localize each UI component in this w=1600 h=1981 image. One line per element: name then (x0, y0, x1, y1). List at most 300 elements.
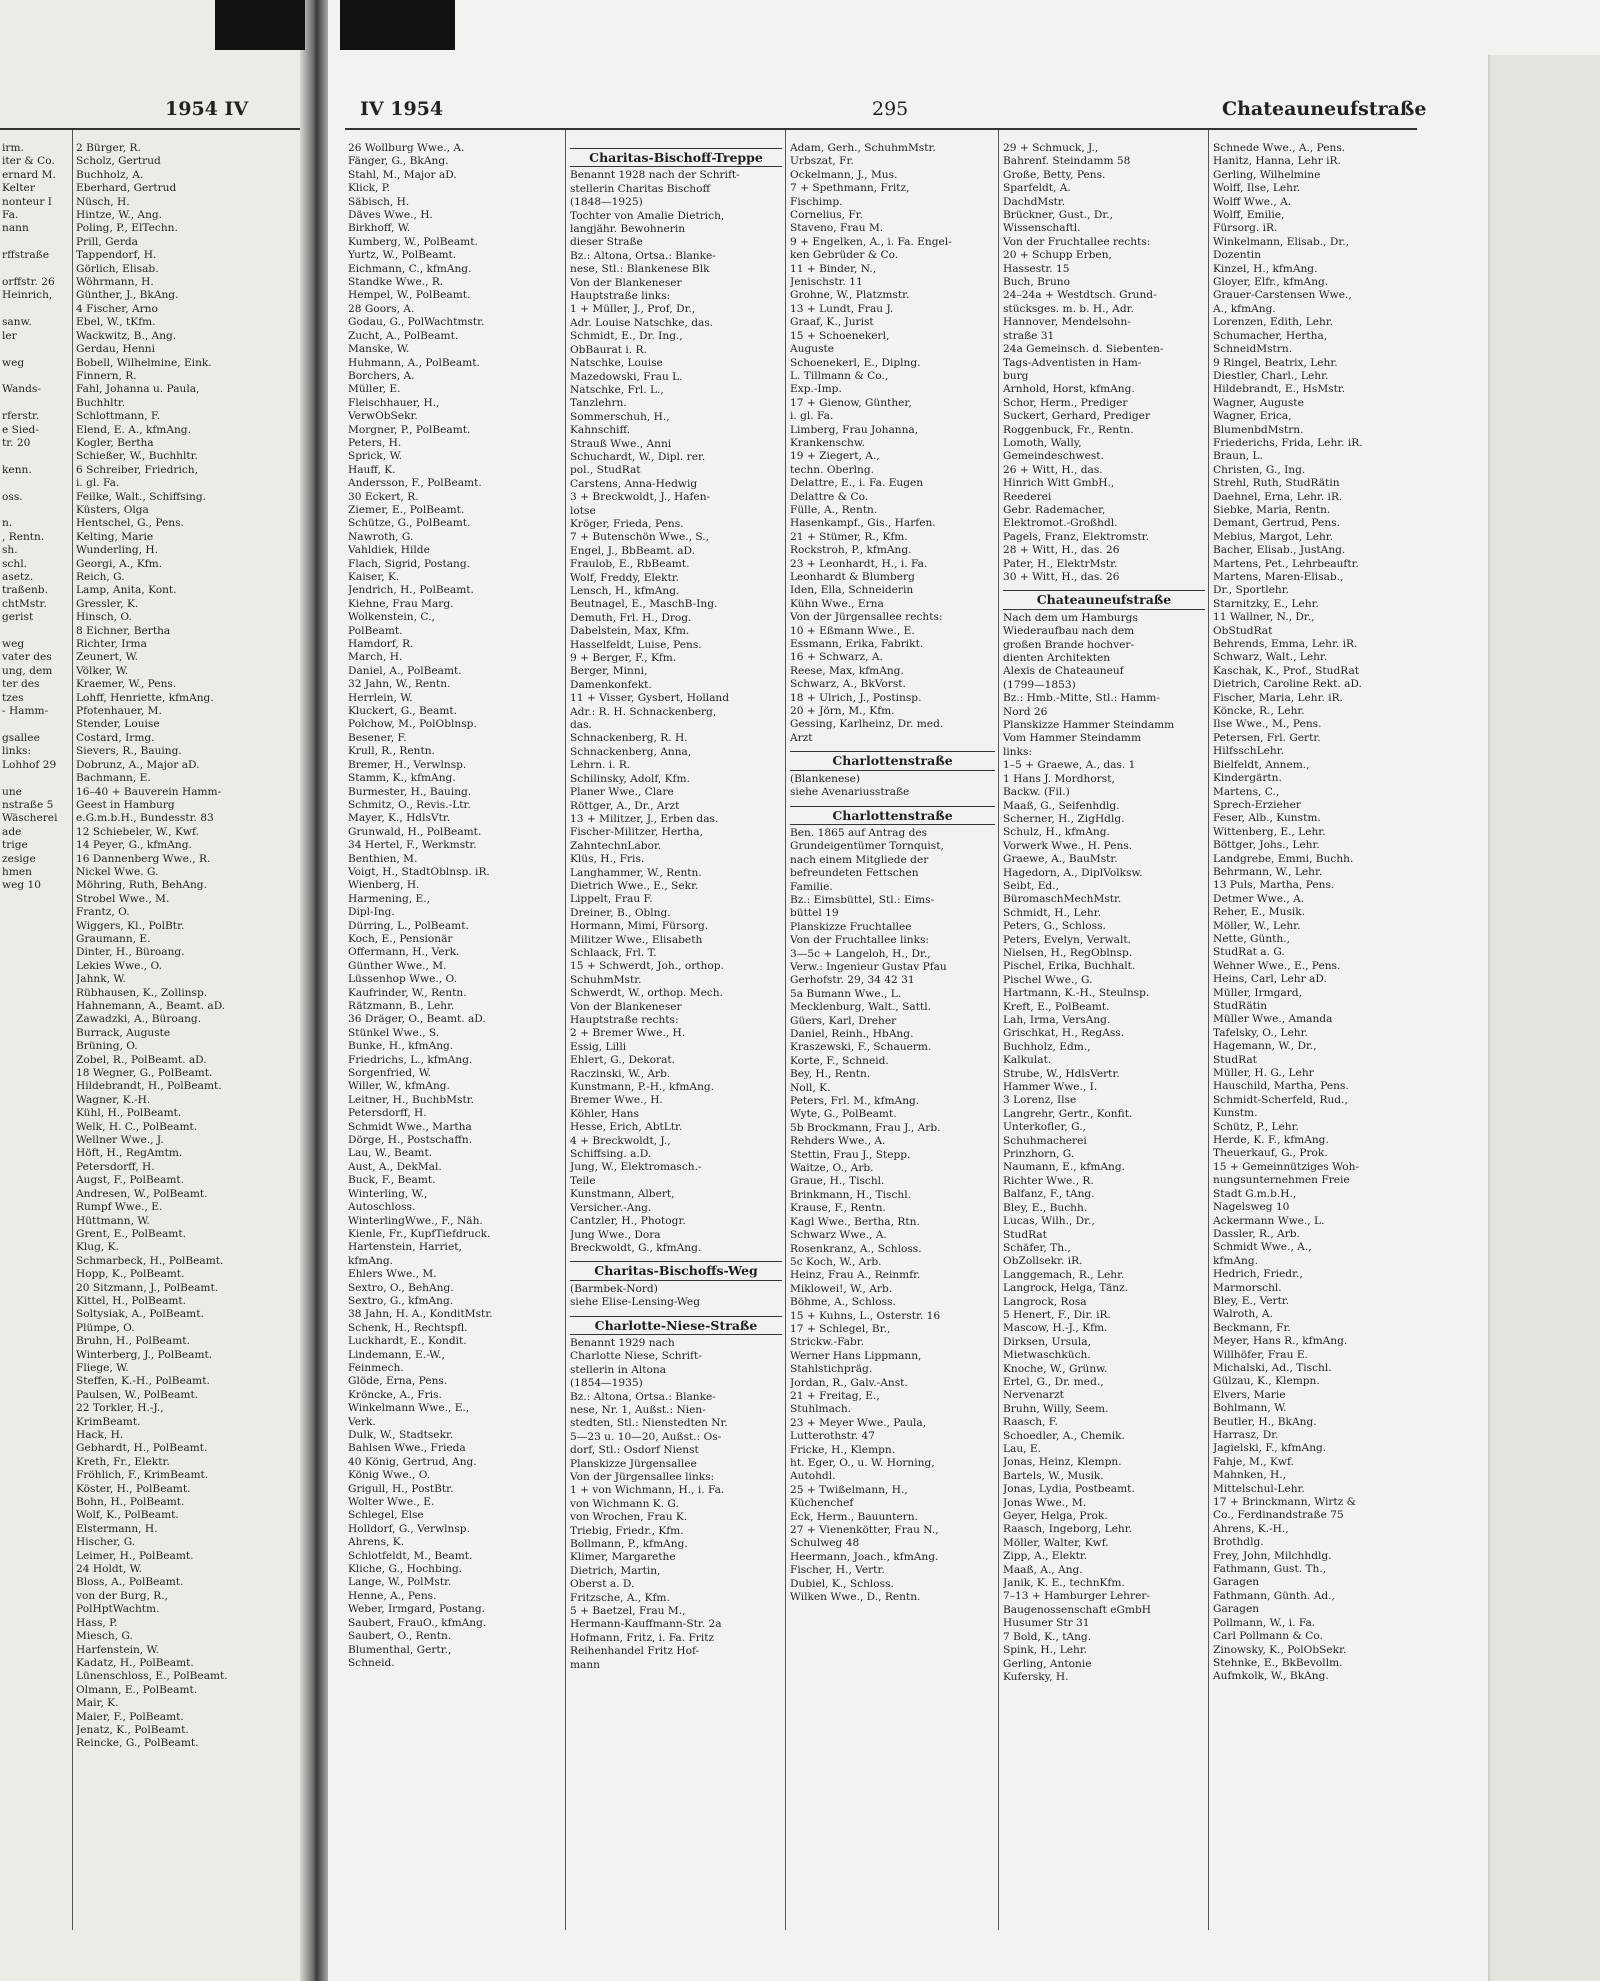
directory-entry: Von der Fruchtallee links: (790, 934, 930, 947)
directory-entry: StudRat (1003, 1228, 1047, 1241)
directory-entry: Jung Wwe., Dora (570, 1228, 661, 1241)
directory-entry: Frantz, O. (76, 906, 130, 919)
directory-entry: Walroth, A. (1213, 1308, 1273, 1321)
directory-entry: von der Burg, R., (76, 1589, 168, 1602)
directory-entry: Bremer Wwe., H. (570, 1094, 663, 1107)
directory-entry: Garagen (1213, 1603, 1260, 1616)
directory-entry: dienten Architekten (1003, 652, 1111, 665)
directory-entry: König Wwe., O. (348, 1469, 431, 1482)
directory-entry: BüromaschMechMstr. (1003, 893, 1122, 906)
directory-entry: Hormann, Mimi, Fürsorg. (570, 920, 709, 933)
directory-entry: kfmAng. (1213, 1254, 1259, 1267)
directory-entry: Koch, E., Pensionär (348, 932, 453, 945)
directory-entry: Raczinski, W., Arb. (570, 1067, 671, 1080)
directory-entry: Hischer, G. (76, 1536, 136, 1549)
directory-entry: 15 + Gemeinnütziges Woh- (1213, 1160, 1360, 1173)
directory-entry: zesige (2, 852, 36, 865)
directory-entry: Pfotenhauer, M. (76, 705, 162, 718)
directory-entry: Jordan, R., Galv.-Anst. (790, 1376, 908, 1389)
directory-entry: nstraße 5 (2, 798, 54, 811)
directory-entry: Nach dem um Hamburgs (1003, 611, 1138, 624)
directory-entry: Höft, H., RegAmtm. (76, 1147, 183, 1160)
directory-entry: ht. Eger, O., u. W. Horning, (790, 1457, 935, 1469)
directory-entry: ung, dem (2, 664, 53, 677)
directory-entry: Hesse, Erich, AbtLtr. (570, 1121, 683, 1134)
directory-entry: dieser Straße (570, 236, 643, 249)
directory-entry: Köhler, Hans (570, 1107, 639, 1120)
directory-entry: Grauer-Carstensen Wwe., (1213, 289, 1352, 302)
directory-entry: 28 Goors, A. (348, 302, 415, 315)
directory-entry: Dörge, H., Postschaffn. (348, 1134, 473, 1147)
directory-entry: Bollmann, P., kfmAng. (570, 1538, 688, 1551)
directory-entry: Janik, K. E., technKfm. (1003, 1577, 1125, 1590)
directory-entry: Nickel Wwe. G. (76, 865, 159, 878)
directory-entry: Jonas, Heinz, Klempn. (1003, 1456, 1122, 1469)
directory-entry: Mittelschul-Lehr. (1213, 1482, 1305, 1495)
directory-entry: nese, Stl.: Blankenese Blk (570, 263, 710, 276)
directory-entry: Reihenhandel Fritz Hof- (570, 1645, 700, 1658)
directory-entry: Hasselfeldt, Luise, Pens. (570, 638, 702, 651)
directory-entry: Buchhltr. (76, 396, 126, 409)
directory-entry: Waitze, O., Arb. (790, 1162, 874, 1175)
directory-entry: Winkelmann, Elisab., Dr., (1213, 235, 1350, 248)
directory-entry: Langgemach, R., Lehr. (1003, 1268, 1125, 1281)
directory-entry: 15 + Kuhns, L., Osterstr. 16 (790, 1309, 941, 1322)
directory-entry: ObBaurat i. R. (570, 343, 647, 356)
directory-entry: Essig, Lilli (570, 1040, 627, 1053)
directory-entry: Bz.: Hmb.-Mitte, Stl.: Hamm- (1003, 692, 1160, 705)
directory-entry: Schuhmacherei (1003, 1134, 1087, 1147)
directory-entry: (Blankenese) (790, 772, 861, 785)
directory-entry: Ahrens, K.-H., (1213, 1522, 1289, 1535)
directory-entry: Detmer Wwe., A. (1213, 892, 1305, 905)
directory-entry: Buck, F., Beamt. (348, 1174, 436, 1187)
directory-entry (2, 718, 70, 731)
directory-entry: Bartels, W., Musik. (1003, 1469, 1104, 1482)
directory-entry: Raasch, Ingeborg, Lehr. (1003, 1523, 1132, 1536)
directory-entry: großen Brande hochver- (1003, 638, 1135, 651)
directory-entry: Zawadzki, A., Büroang. (76, 1013, 202, 1026)
directory-entry: Nord 26 (1003, 705, 1048, 718)
directory-entry: StudRätin (1213, 1000, 1268, 1012)
directory-entry: Auguste (790, 343, 835, 356)
directory-entry: Schumacher, Hertha, (1213, 329, 1328, 342)
directory-entry: Fahl, Johanna u. Paula, (76, 383, 200, 396)
directory-entry: Ockelmann, J., Mus. (790, 168, 898, 181)
directory-entry: Wackwitz, B., Ang. (76, 329, 177, 342)
directory-entry: Langrock, Rosa (1003, 1295, 1087, 1308)
directory-entry: 3 + Breckwoldt, J., Hafen- (570, 491, 711, 504)
directory-entry: 21 + Stümer, R., Kfm. (790, 530, 908, 543)
directory-entry: Grohne, W., Platzmstr. (790, 289, 910, 302)
directory-entry: 8 Eichner, Bertha (76, 624, 171, 637)
directory-entry: Klüs, H., Fris. (570, 853, 645, 866)
directory-entry: Mebius, Margot, Lehr. (1213, 530, 1334, 543)
directory-entry: Kaufrinder, W., Rentn. (348, 986, 467, 999)
directory-entry: Bloss, A., PolBeamt. (76, 1576, 184, 1589)
directory-entry: Holldorf, G., Verwlnsp. (348, 1522, 470, 1535)
directory-entry: 10 + Eßmann Wwe., E. (790, 624, 915, 637)
directory-entry: Starnitzky, E., Lehr. (1213, 597, 1319, 610)
directory-entry: Friedrichs, L., kfmAng. (348, 1053, 473, 1066)
directory-entry: Morgner, P., PolBeamt. (348, 423, 471, 436)
directory-entry: Fliege, W. (76, 1361, 129, 1374)
directory-entry: Lorenzen, Edith, Lehr. (1213, 316, 1334, 329)
directory-entry: Andersson, F., PolBeamt. (348, 477, 482, 490)
directory-entry: DachdMstr. (1003, 195, 1066, 208)
directory-entry (2, 504, 70, 517)
directory-entry: Carstens, Anna-Hedwig (570, 477, 698, 490)
directory-entry: Kraszewski, F., Schauerm. (790, 1041, 932, 1054)
directory-entry: Von der Blankeneser (570, 276, 682, 289)
right-page-header-title: Chateauneufstraße (1222, 98, 1427, 120)
directory-entry: 11 + Visser, Gysbert, Holland (570, 692, 730, 705)
directory-entry: Burmester, H., Bauing. (348, 785, 472, 798)
directory-entry: Müller Wwe., Amanda (1213, 1013, 1333, 1026)
directory-entry: Braun, L. (1213, 450, 1263, 463)
directory-entry: Husumer Str 31 (1003, 1617, 1090, 1630)
directory-entry: Gloyer, Elfr., kfmAng. (1213, 276, 1329, 289)
directory-entry: Schäfer, Th., (1003, 1241, 1071, 1254)
directory-entry: Ahrens, K. (348, 1536, 405, 1549)
directory-entry: - Hamm- (2, 705, 49, 718)
directory-entry: Brüning, O. (76, 1040, 138, 1053)
directory-entry: Demuth, Frl. H., Drog. (570, 611, 692, 624)
directory-entry: Strehl, Ruth, StudRätin (1213, 477, 1340, 490)
directory-entry: Dietrich, Martin, (570, 1564, 661, 1577)
directory-entry: Tanzlehrn. (570, 397, 627, 410)
directory-entry: Werner Hans Lippmann, (790, 1349, 922, 1362)
directory-entry: Lau, E. (1003, 1443, 1042, 1455)
directory-entry: Hack, H. (76, 1429, 124, 1441)
directory-entry: Poling, P., ElTechn. (76, 222, 178, 235)
directory-entry: , Rentn. (2, 530, 45, 543)
directory-entry: 36 Dräger, O., Beamt. aD. (348, 1013, 486, 1026)
directory-entry: ter des (2, 678, 40, 691)
directory-entry: Bielfeldt, Annem., (1213, 758, 1310, 771)
directory-entry: Willer, W., kfmAng. (348, 1080, 450, 1093)
directory-entry: Natschke, Frl. L., (570, 383, 664, 396)
directory-entry: 30 Eckert, R. (348, 490, 419, 503)
directory-entry: büttel 19 (790, 907, 839, 920)
directory-entry: Sievers, R., Bauing. (76, 745, 182, 758)
directory-entry: Richter Wwe., R. (1003, 1174, 1094, 1187)
directory-entry: Hinrich Witt GmbH., (1003, 477, 1115, 490)
directory-entry: rferstr. (2, 410, 40, 423)
column-rule (565, 130, 566, 1930)
directory-entry: Krause, F., Rentn. (790, 1202, 886, 1215)
directory-entry: Schuchardt, W., Dipl. rer. (570, 450, 706, 463)
directory-entry: Pater, H., ElektrMstr. (1003, 557, 1118, 570)
directory-entry: Harfenstein, W. (76, 1643, 159, 1656)
directory-entry: Möller, Walter, Kwf. (1003, 1536, 1109, 1549)
directory-entry: Von der Fruchtallee rechts: (1003, 235, 1151, 248)
directory-entry: Christen, G., Ing. (1213, 463, 1306, 476)
directory-entry: Graaf, K., Jurist (790, 316, 874, 329)
directory-entry: Pollmann, W., i. Fa. (1213, 1616, 1316, 1629)
directory-entry: Schießer, W., Buchhltr. (76, 450, 198, 463)
directory-entry: Olmann, E., PolBeamt. (76, 1683, 198, 1696)
directory-entry (2, 343, 70, 356)
directory-entry: Küchenchef (790, 1497, 854, 1510)
directory-column-5 (1213, 142, 1431, 1952)
directory-entry: Harmening, E., (348, 892, 430, 905)
directory-entry: asetz. (2, 571, 34, 583)
directory-entry: 18 Wegner, G., PolBeamt. (76, 1067, 213, 1080)
directory-entry: 15 + Schwerdt, Joh., orthop. (570, 960, 724, 973)
directory-entry: Aufmkolk, W., BkAng. (1213, 1670, 1329, 1683)
directory-entry: Planer Wwe., Clare (570, 786, 674, 799)
directory-entry: Fischer, Maria, Lehr. iR. (1213, 691, 1343, 704)
directory-entry: Hagemann, W., Dr., (1213, 1040, 1317, 1053)
directory-entry: Autoschloss. (348, 1201, 416, 1214)
directory-entry: Hammer Wwe., I. (1003, 1081, 1098, 1094)
directory-entry: Bley, E., Buchh. (1003, 1201, 1088, 1214)
directory-entry: Küsters, Olga (76, 503, 149, 516)
directory-entry: 6 Schreiber, Friedrich, (76, 463, 198, 476)
directory-entry: Bacher, Elisab., JustAng. (1213, 544, 1346, 557)
directory-entry: Lah, Irma, VersAng. (1003, 1014, 1111, 1026)
column-rule (72, 130, 73, 1930)
directory-entry: Hentschel, G., Pens. (76, 517, 184, 530)
right-header-rule (345, 128, 1417, 130)
directory-entry: Ertel, G., Dr. med., (1003, 1375, 1104, 1388)
directory-entry: Stehnke, E., BkBevollm. (1213, 1656, 1343, 1669)
directory-entry: Dürring, L., PolBeamt. (348, 919, 469, 932)
directory-entry: 4 + Breckwoldt, J., (570, 1134, 671, 1147)
directory-entry: Müller, Irmgard, (1213, 986, 1302, 999)
directory-entry: Wissenschaftl. (1003, 222, 1081, 235)
directory-entry: 5b Brockmann, Frau J., Arb. (790, 1121, 941, 1134)
directory-entry: Kunstmann, P.-H., kfmAng. (570, 1081, 715, 1094)
directory-entry: Kadatz, H., PolBeamt. (76, 1656, 194, 1669)
directory-entry: Bruhn, Willy, Seem. (1003, 1402, 1109, 1415)
directory-entry: Tappendorf, H. (76, 249, 157, 262)
directory-entry: ZahntechnLabor. (570, 839, 662, 852)
directory-entry: Heins, Carl, Lehr aD. (1213, 973, 1327, 986)
directory-entry: Von der Blankeneser (570, 1000, 682, 1013)
directory-entry: Unterkofler, G., (1003, 1121, 1086, 1134)
directory-entry: Winterberg, J., PolBeamt. (76, 1348, 213, 1361)
directory-entry: Grundeigentümer Tornquist, (790, 840, 944, 853)
directory-entry: Sparfeldt, A. (1003, 182, 1071, 195)
directory-entry: Lohff, Henriette, kfmAng. (76, 691, 214, 704)
directory-entry: kfmAng. (348, 1254, 394, 1267)
directory-entry: techn. Oberlng. (790, 463, 874, 476)
directory-entry: Graue, H., Tischl. (790, 1175, 885, 1188)
directory-entry: Dietrich Wwe., E., Sekr. (570, 879, 699, 892)
directory-entry: Rätzmann, B., Lehr. (348, 1000, 455, 1012)
directory-entry: Wolf, Freddy, Elektr. (570, 571, 680, 584)
directory-entry: stellerin Charitas Bischoff (570, 182, 710, 195)
directory-entry: Beutnagel, E., MaschB-Ing. (570, 598, 718, 611)
directory-entry: Stünkel Wwe., S. (348, 1026, 440, 1039)
directory-entry: Backw. (Fil.) (1003, 786, 1070, 799)
directory-entry: PolHptWachtm. (76, 1603, 160, 1616)
directory-entry: Fahje, M., Kwf. (1213, 1455, 1294, 1468)
directory-column-1 (348, 142, 562, 1952)
directory-entry: von Wichmann K. G. (570, 1497, 679, 1510)
directory-entry: Feser, Alb., Kunstm. (1213, 812, 1321, 825)
directory-entry: (1799—1853) (1003, 678, 1076, 691)
directory-entry: Maaß, A., Ang. (1003, 1563, 1083, 1576)
directory-entry: Wiederaufbau nach dem (1003, 625, 1135, 638)
directory-entry: Brückner, Gust., Dr., (1003, 209, 1113, 222)
directory-entry: Kufersky, H. (1003, 1670, 1069, 1683)
directory-entry: Bunke, H., kfmAng. (348, 1040, 454, 1053)
directory-entry: Blumenthal, Gertr., (348, 1643, 452, 1656)
right-page-header-left: IV 1954 (360, 98, 444, 120)
directory-entry: Rumpf Wwe., E. (76, 1201, 163, 1214)
directory-entry: Zipp, A., Elektr. (1003, 1550, 1088, 1563)
directory-entry: Hildebrandt, H., PolBeamt. (76, 1080, 222, 1093)
directory-entry: StudRat a. G. (1213, 946, 1285, 959)
directory-entry (2, 450, 70, 463)
directory-entry: Limberg, Frau Johanna, (790, 423, 919, 436)
directory-entry: Prinzhorn, G. (1003, 1148, 1075, 1161)
directory-entry: Wäscherei (2, 812, 58, 825)
directory-entry (2, 625, 70, 638)
directory-entry: Harrasz, Dr. (1213, 1429, 1279, 1441)
directory-entry: Wehner Wwe., E., Pens. (1213, 959, 1341, 972)
directory-entry: Iden, Ella, Schneiderin (790, 584, 914, 597)
directory-entry: Hannover, Mendelsohn- (1003, 316, 1131, 329)
directory-entry: Feilke, Walt., Schiffsing. (76, 490, 206, 503)
directory-entry: oss. (2, 490, 23, 503)
directory-entry: Natschke, Louise (570, 357, 663, 370)
directory-entry: Peters, Evelyn, Verwalt. (1003, 933, 1132, 946)
directory-entry: 2 + Bremer Wwe., H. (570, 1027, 686, 1040)
directory-entry: Zeunert, W. (76, 651, 139, 664)
directory-entry: Dirksen, Ursula, (1003, 1335, 1091, 1348)
directory-entry: Dassler, R., Arb. (1213, 1227, 1300, 1240)
directory-entry: Schmidt, H., Lehr. (1003, 906, 1101, 919)
directory-entry: Daehnel, Erna, Lehr. iR. (1213, 490, 1343, 503)
directory-entry: Schmidt Wwe., A., (1213, 1241, 1312, 1254)
directory-entry: Burrack, Auguste (76, 1026, 171, 1039)
directory-entry: Pagels, Franz, Elektromstr. (1003, 530, 1149, 543)
directory-entry: tzes (2, 691, 24, 704)
directory-entry: Bremer, H., Verwlnsp. (348, 758, 467, 771)
directory-entry: Schlottmann, F. (76, 410, 161, 423)
directory-entry: Schulweg 48 (790, 1537, 860, 1550)
directory-entry: 9 + Engelken, A., i. Fa. Engel- (790, 235, 952, 248)
directory-entry: Aust, A., DekMal. (348, 1160, 442, 1173)
directory-entry: Kogler, Bertha (76, 436, 154, 449)
directory-entry: Schnede Wwe., A., Pens. (1213, 142, 1346, 154)
directory-entry: Jenatz, K., PolBeamt. (76, 1723, 189, 1736)
directory-entry: n. (2, 517, 13, 530)
directory-entry: Schenk, H., Rechtspfl. (348, 1321, 468, 1334)
directory-entry: Wunderling, H. (76, 544, 158, 557)
directory-entry: Landgrebe, Emmi, Buchh. (1213, 852, 1354, 865)
directory-entry: Bruhn, H., PolBeamt. (76, 1335, 190, 1348)
directory-entry: Gemeindeschwest. (1003, 450, 1104, 463)
directory-entry: Hanitz, Hanna, Lehr iR. (1213, 155, 1341, 168)
directory-entry: Brothdlg. (1213, 1536, 1264, 1549)
directory-entry: ade (2, 825, 22, 838)
street-entries (1003, 612, 1205, 1685)
directory-entry: das. (570, 719, 592, 732)
directory-entry: Wagner, Erica, (1213, 410, 1292, 423)
directory-entry: Sprick, W. (348, 450, 402, 463)
directory-entry: 26 + Witt, H., das. (1003, 463, 1103, 476)
directory-entry: Alexis de Chateauneuf (1003, 665, 1124, 678)
directory-entry: 21 + Freitag, E., (790, 1389, 880, 1402)
directory-entry: Kinzel, H., kfmAng. (1213, 262, 1318, 275)
directory-entry: Adam, Gerh., SchuhmMstr. (790, 142, 936, 154)
directory-entry: Tochter von Amalie Dietrich, (570, 209, 725, 222)
directory-entry: Lamp, Anita, Kont. (76, 584, 177, 597)
directory-entry: Eichmann, C., kfmAng. (348, 262, 472, 275)
directory-entry: Standke Wwe., R. (348, 276, 444, 289)
directory-entry: StudRat (1213, 1053, 1257, 1066)
directory-entry: Baugenossenschaft eGmbH (1003, 1603, 1151, 1616)
directory-entry: Damenkonfekt. (570, 678, 652, 691)
column-rule (998, 130, 999, 1930)
directory-entry: Hass, P. (76, 1616, 118, 1629)
directory-entry: Theuerkauf, G., Prok. (1213, 1147, 1328, 1160)
directory-entry: Daniel, A., PolBeamt. (348, 664, 462, 677)
directory-entry: dorf, Stl.: Osdorf Nienst (570, 1444, 699, 1457)
directory-entry: Klimer, Margarethe (570, 1551, 676, 1564)
directory-entry: Petersdorff, H. (76, 1160, 155, 1173)
directory-entry: Petersdorff, H. (348, 1107, 427, 1120)
directory-entry: vater des (2, 651, 52, 664)
directory-entry (2, 772, 70, 785)
directory-entry: siehe Avenariusstraße (790, 786, 910, 799)
directory-entry: Lippelt, Frau F. (570, 893, 653, 906)
directory-entry: Möhring, Ruth, BehAng. (76, 879, 207, 892)
directory-entry: Triebig, Friedr., Kfm. (570, 1524, 684, 1537)
directory-entry: Kreft, E., PolBeamt. (1003, 1000, 1110, 1013)
directory-entry: Kröncke, A., Fris. (348, 1388, 442, 1401)
directory-entry: 23 + Leonhardt, H., i. Fa. (790, 557, 928, 570)
directory-entry: Maaß, G., Seifenhdlg. (1003, 799, 1120, 812)
directory-entry: Gressler, K. (76, 597, 139, 610)
directory-entry: Dozentin (1213, 249, 1262, 262)
directory-entry: Augst, F., PolBeamt. (76, 1174, 184, 1187)
directory-entry: Schütze, G., PolBeamt. (348, 517, 471, 530)
directory-entry: e Sied- (2, 423, 39, 436)
black-tab-right (340, 0, 455, 50)
directory-entry: Mecklenburg, Walt., Sattl. (790, 1001, 932, 1014)
directory-entry: 24–24a + Westdtsch. Grund- (1003, 289, 1157, 302)
directory-entry: Hildebrandt, E., HsMstr. (1213, 383, 1346, 396)
directory-entry (2, 370, 70, 383)
directory-entry: Hauptstraße rechts: (570, 1014, 679, 1026)
directory-entry: Schoenekerl, E., Diplng. (790, 356, 921, 369)
directory-entry: Röttger, A., Dr., Arzt (570, 799, 680, 812)
directory-entry: von Wrochen, Frau K. (570, 1511, 688, 1524)
directory-entry: Elvers, Marie (1213, 1388, 1286, 1401)
directory-entry: Nagelsweg 10 (1213, 1201, 1290, 1214)
directory-entry: Stadt G.m.b.H., (1213, 1187, 1297, 1200)
directory-entry: Bahrenf. Steindamm 58 (1003, 155, 1131, 168)
directory-entry: Köncke, R., Lehr. (1213, 705, 1305, 718)
directory-entry: Georgi, A., Kfm. (76, 557, 163, 570)
directory-entry: Fricke, H., Klempn. (790, 1443, 896, 1456)
directory-entry: Hauff, K. (348, 463, 396, 476)
directory-entry: Schmidt-Scherfeld, Rud., (1213, 1093, 1348, 1106)
directory-entry: Seibt, Ed., (1003, 879, 1059, 892)
directory-entry: Cornelius, Fr. (790, 209, 864, 222)
directory-entry: Flach, Sigrid, Postang. (348, 557, 470, 570)
directory-entry: gsallee (2, 731, 40, 744)
directory-entry: Schütz, P., Lehr. (1213, 1120, 1299, 1133)
directory-entry: Stender, Louise (76, 718, 160, 731)
directory-entry: Behrmann, W., Lehr. (1213, 865, 1323, 878)
